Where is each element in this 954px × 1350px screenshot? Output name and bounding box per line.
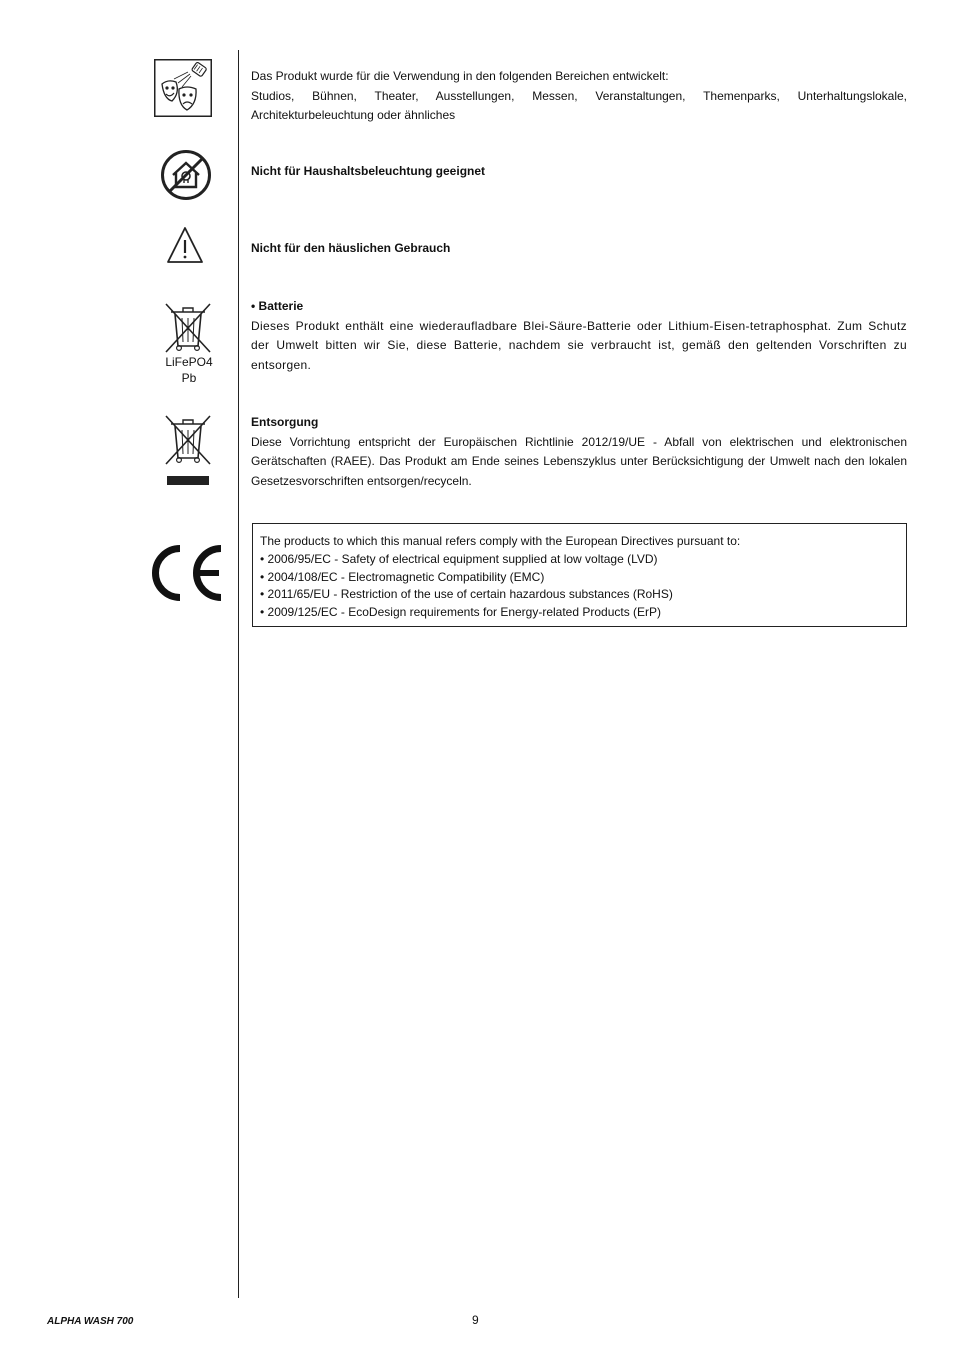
usage-section bbox=[251, 67, 907, 126]
battery-body: Dieses Produkt enthält eine wiederaufladbare Blei-Säure-Batterie oder Lithium-Eisen-tetraphosphat. Zum Schutz der Umwelt bitten wir Sie, diese Batterie, nachdem sie verbraucht ist, gemäß den geltenden Vorschriften zu entsorgen. bbox=[251, 318, 907, 372]
warning-triangle-icon bbox=[166, 225, 204, 270]
usage-intro: Das Produkt wurde für die Verwendung in den folgenden Bereichen entwickelt: bbox=[251, 69, 669, 83]
ce-compliance-box bbox=[252, 523, 907, 627]
crossed-bin-weee-icon bbox=[163, 412, 213, 493]
crossed-bin-battery-icon bbox=[163, 300, 213, 359]
domestic-use-text: Nicht für den häuslichen Gebrauch bbox=[251, 241, 451, 255]
ce-intro: The products to which this manual refers comply with the European Directives pursuant to: bbox=[260, 534, 741, 548]
household-lighting-text: Nicht für Haushaltsbeleuchtung geeignet bbox=[251, 164, 486, 178]
usage-body: Studios, Bühnen, Theater, Ausstellungen, Messen, Veranstaltungen, Themenparks, Unterhaltungslokale, Architekturbeleuchtung oder ähnliches bbox=[251, 88, 907, 122]
footer-product-title: ALPHA WASH 700 bbox=[47, 1316, 134, 1327]
disposal-section bbox=[251, 413, 907, 491]
no-household-lighting-icon bbox=[160, 149, 212, 206]
battery-icon-label-lifepo4: LiFePO4 bbox=[165, 355, 213, 369]
ce-directive-item: • 2009/125/EC - EcoDesign requirements for Energy-related Products (ErP) bbox=[260, 605, 662, 620]
theater-masks-spotlight-icon bbox=[154, 59, 212, 122]
ce-directive-item: • 2011/65/EU - Restriction of the use of certain hazardous substances (RoHS) bbox=[260, 587, 673, 602]
ce-directive-item: • 2004/108/EC - Electromagnetic Compatibility (EMC) bbox=[260, 569, 545, 584]
disposal-body: Diese Vorrichtung entspricht der Europäischen Richtlinie 2012/19/UE - Abfall von elektrischen und elektronischen Gerätschaften (RAEE). Das Produkt am Ende seines Lebenszyklus unter Berücksichtigung der Umwelt nach den lokalen Gesetzesvorschriften entsorgen/recyceln. bbox=[251, 434, 907, 488]
column-divider bbox=[238, 50, 239, 1298]
ce-directive-item: • 2006/95/EC - Safety of electrical equipment supplied at low voltage (LVD) bbox=[260, 551, 658, 566]
ce-mark-icon bbox=[147, 544, 225, 607]
battery-heading: • Batterie bbox=[251, 299, 304, 313]
disposal-heading: Entsorgung bbox=[251, 415, 319, 429]
page-number: 9 bbox=[472, 1313, 479, 1327]
battery-section bbox=[251, 297, 907, 375]
battery-icon-label-pb: Pb bbox=[181, 371, 197, 385]
